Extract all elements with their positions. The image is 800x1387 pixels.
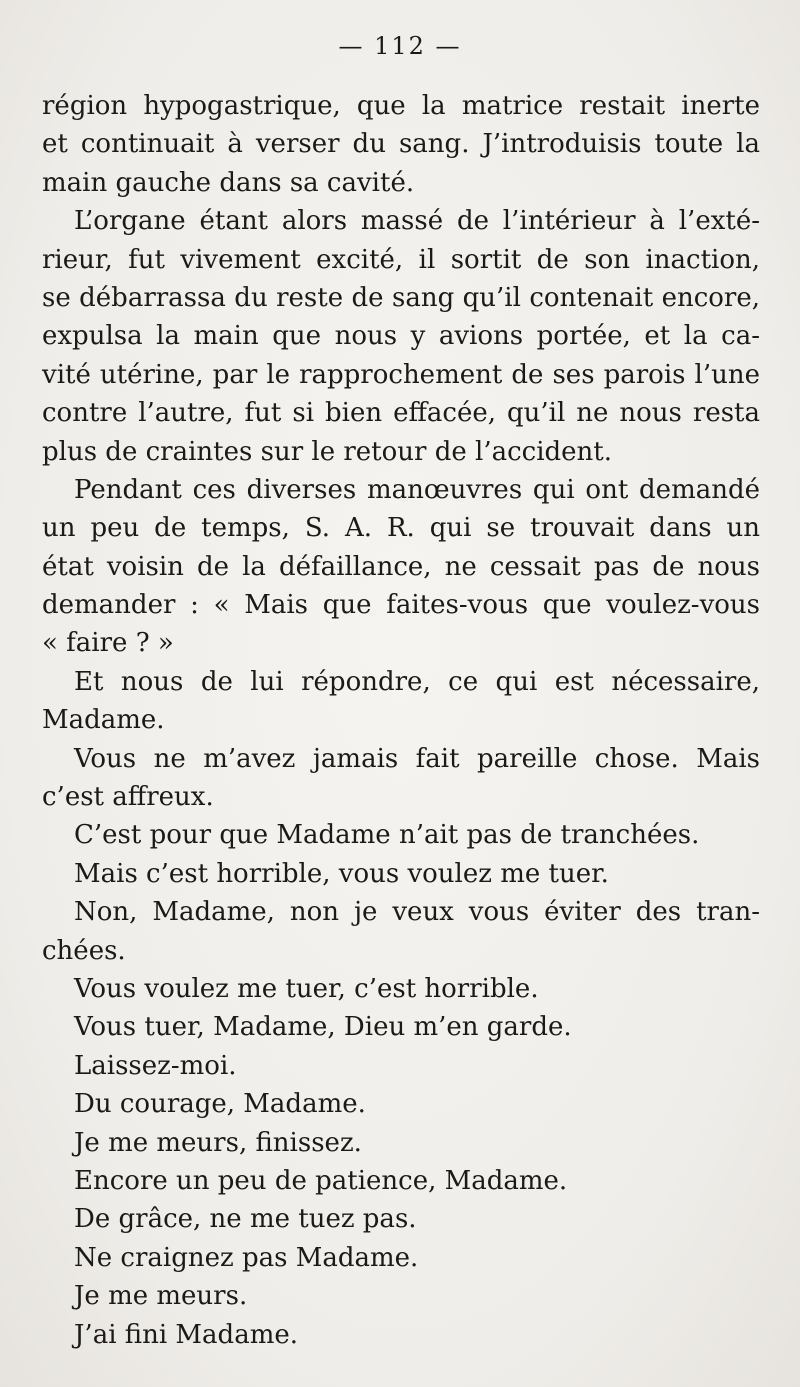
text-line: demander : « Mais que faites-vous que voulez-vous (42, 590, 760, 621)
text-line: Du courage, Madame. (74, 1089, 366, 1120)
text-line: plus de craintes sur le retour de l’accident. (42, 436, 613, 467)
text-line: c’est affreux. (42, 782, 214, 813)
text-line: Je me meurs. (74, 1281, 248, 1312)
text-line: Vous tuer, Madame, Dieu m’en garde. (74, 1012, 572, 1043)
text-line: Pendant ces diverses manœuvres qui ont demandé (74, 474, 760, 505)
text-line: se débarrassa du reste de sang qu’il contenait encore, (42, 282, 760, 313)
text-line: Non, Madame, non je veux vous éviter des tran- (74, 897, 760, 928)
text-line: Vous ne m’avez jamais fait pareille chose. Mais (74, 743, 760, 774)
text-line: Mais c’est horrible, vous voulez me tuer. (74, 858, 609, 889)
text-line: Je me meurs, finissez. (74, 1127, 362, 1158)
text-line: vité utérine, par le rapprochement de ses parois l’une (42, 359, 760, 390)
text-line: Et nous de lui répondre, ce qui est nécessaire, (74, 666, 760, 697)
text-line: chées. (42, 935, 126, 966)
text-line: C’est pour que Madame n’ait pas de tranchées. (74, 820, 700, 851)
text-line: Encore un peu de patience, Madame. (74, 1165, 568, 1196)
text-line: région hypogastrique, que la matrice restait inerte (42, 91, 760, 121)
text-line: De grâce, ne me tuez pas. (74, 1204, 417, 1235)
text-line: et continuait à verser du sang. J’introduisis toute la (42, 129, 760, 160)
text-line: Madame. (42, 705, 165, 736)
text-line: L’organe étant alors massé de l’intérieur à l’exté- (74, 206, 760, 237)
text-line: état voisin de la défaillance, ne cessait pas de nous (42, 551, 760, 582)
text-line: expulsa la main que nous y avions portée, et la ca- (42, 321, 760, 352)
text-line: Vous voulez me tuer, c’est horrible. (74, 973, 539, 1004)
text-line: un peu de temps, S. A. R. qui se trouvait dans un (42, 513, 760, 544)
text-line: Ne craignez pas Madame. (74, 1242, 419, 1273)
text-line: « faire ? » (42, 628, 174, 659)
body-text (42, 87, 760, 1354)
text-line: rieur, fut vivement excité, il sortit de son inaction, (42, 244, 760, 275)
text-line: J’ai fini Madame. (74, 1319, 299, 1350)
text-line: Laissez-moi. (74, 1050, 237, 1081)
text-line: main gauche dans sa cavité. (42, 167, 415, 198)
text-line: contre l’autre, fut si bien effacée, qu’il ne nous resta (42, 398, 760, 429)
page-number: — 112 — (338, 32, 462, 60)
